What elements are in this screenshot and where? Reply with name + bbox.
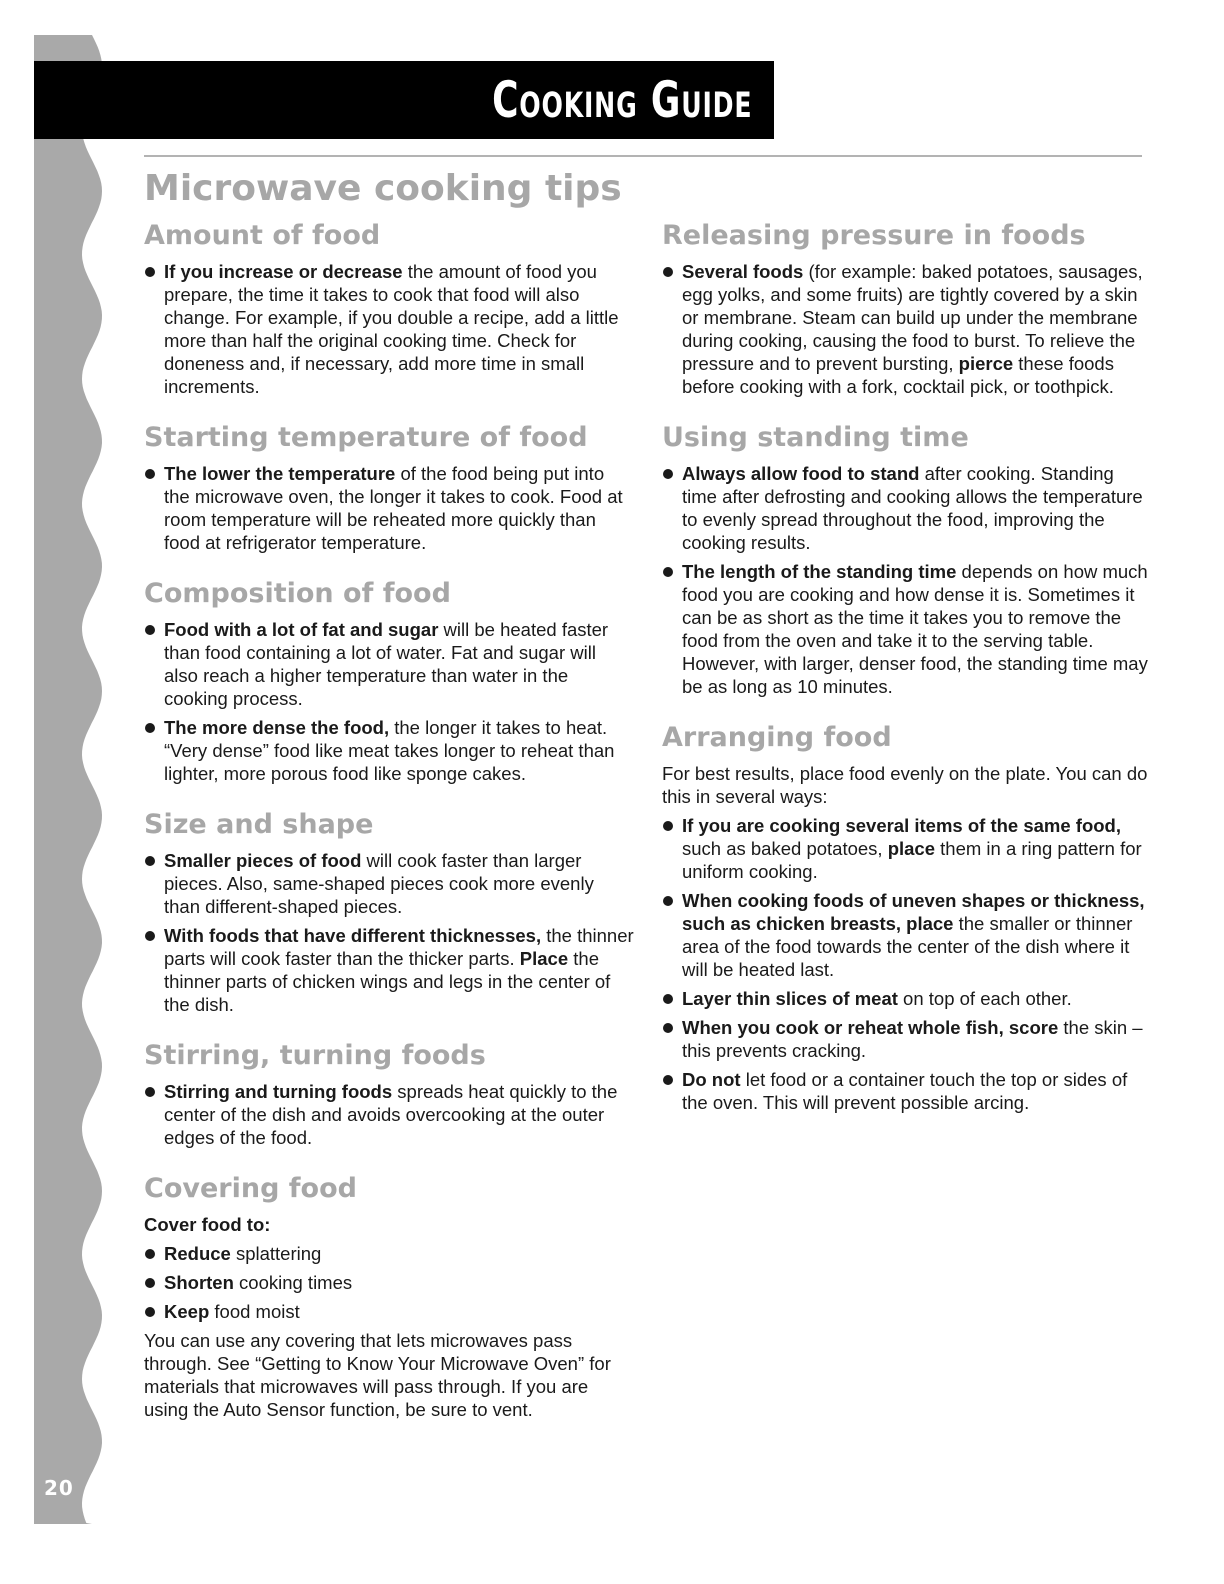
section-composition <box>144 576 634 785</box>
item-text: these foods before cooking with a fork, cocktail pick, or toothpick. <box>682 353 1114 397</box>
section-title: Cooking Guide <box>491 71 752 129</box>
item-text: will cook faster than larger pieces. Also, same-shaped pieces cook more evenly than different-shaped pieces. <box>164 850 594 917</box>
section-amount-of-food <box>144 218 634 398</box>
list-item <box>144 1271 634 1294</box>
bold-lead: Keep <box>164 1301 210 1322</box>
bold-inline: Place <box>519 948 569 969</box>
section-heading: Using standing time <box>662 422 969 453</box>
bold-lead: Smaller pieces of food <box>164 850 362 871</box>
list-item <box>662 1068 1148 1114</box>
item-text: on top of each other. <box>897 988 1072 1009</box>
bold-lead: When you cook or reheat whole fish, score <box>682 1017 1059 1038</box>
arranging-intro: For best results, place food evenly on the plate. You can do this in several ways: <box>662 763 1148 807</box>
side-strip <box>0 0 110 1584</box>
section-arranging-food <box>662 720 1148 1114</box>
bold-lead: Shorten <box>164 1272 234 1293</box>
bold-lead: Layer thin slices of meat <box>682 988 898 1009</box>
list-item <box>662 1016 1148 1062</box>
list-item <box>144 924 634 1016</box>
header-rule <box>144 155 1142 157</box>
section-heading: Amount of food <box>144 220 381 251</box>
list-item <box>662 814 1148 883</box>
bold-lead: Stirring and turning foods <box>164 1081 393 1102</box>
list-item <box>144 1080 634 1149</box>
item-text: spreads heat quickly to the center of the dish and avoids overcooking at the outer edges of the food. <box>164 1081 618 1148</box>
item-text: them in a ring pattern for uniform cooking. <box>682 838 1142 882</box>
section-heading: Covering food <box>144 1173 357 1204</box>
page-title: Microwave cooking tips <box>144 168 622 209</box>
right-column <box>662 218 1148 1120</box>
item-text: cooking times <box>233 1272 353 1293</box>
section-heading: Stirring, turning foods <box>144 1040 486 1071</box>
item-text: such as baked potatoes, <box>682 838 888 859</box>
bold-inline: place <box>887 838 936 859</box>
section-standing-time <box>662 420 1148 698</box>
bold-inline: pierce <box>958 353 1014 374</box>
section-heading: Arranging food <box>662 722 892 753</box>
bold-lead: If you increase or decrease <box>164 261 403 282</box>
section-heading: Composition of food <box>144 578 451 609</box>
item-text: food moist <box>209 1301 300 1322</box>
page-number: 20 <box>44 1476 74 1500</box>
bold-lead: With foods that have different thicknesses, <box>164 925 542 946</box>
list-item <box>144 260 634 398</box>
bold-lead: Several foods <box>682 261 804 282</box>
bold-lead: Do not <box>682 1069 741 1090</box>
item-text: depends on how much food you are cooking and how dense it is. Sometimes it can be as short as the time it takes you to remove the food from the oven and take it to the serving table. However, with larger, denser food, the standing time may be as long as 10 minutes. <box>682 561 1148 697</box>
bold-lead: The length of the standing time <box>682 561 957 582</box>
bold-lead: When cooking foods of uneven shapes or thickness, such as chicken breasts, place <box>682 890 1145 934</box>
list-item <box>144 849 634 918</box>
item-text: after cooking. Standing time after defrosting and cooking allows the temperature to evenly spread throughout the food, improving the cooking results. <box>682 463 1143 553</box>
section-heading: Size and shape <box>144 809 374 840</box>
list-item <box>144 618 634 710</box>
list-item <box>144 1300 634 1323</box>
item-text: the thinner parts will cook faster than the thicker parts. <box>164 925 634 969</box>
section-starting-temperature <box>144 420 634 554</box>
list-item <box>662 889 1148 981</box>
section-heading: Releasing pressure in foods <box>662 220 1086 251</box>
list-item <box>144 462 634 554</box>
bold-lead: Reduce <box>164 1243 231 1264</box>
section-stirring-turning <box>144 1038 634 1149</box>
list-item <box>662 462 1148 554</box>
item-text: the longer it takes to heat. “Very dense” food like meat takes longer to reheat than lighter, more porous food like sponge cakes. <box>164 717 615 784</box>
bold-lead: The lower the temperature <box>164 463 396 484</box>
list-item <box>662 260 1148 398</box>
bold-lead: If you are cooking several items of the same food, <box>682 815 1121 836</box>
item-text: will be heated faster than food containing a lot of water. Fat and sugar will also reach a higher temperature than water in the cooking process. <box>164 619 609 709</box>
item-text: (for example: baked potatoes, sausages, egg yolks, and some fruits) are tightly covered by a skin or membrane. Steam can build up under the membrane during cooking, causing the food to burst. To relieve the pressure and to prevent bursting, <box>682 261 1143 374</box>
item-text: the amount of food you prepare, the time it takes to cook that food will also change. For example, if you double a recipe, add a little more than half the original cooking time. Check for doneness and, if necessary, add more time in small increments. <box>164 261 619 397</box>
bold-lead: The more dense the food, <box>164 717 390 738</box>
bold-lead: Always allow food to stand <box>682 463 920 484</box>
list-item <box>144 1242 634 1265</box>
section-heading: Starting temperature of food <box>144 422 588 453</box>
item-text: of the food being put into the microwave oven, the longer it takes to cook. Food at room temperature will be reheated more quickly than food at refrigerator temperature. <box>164 463 623 553</box>
left-column <box>144 218 634 1427</box>
bold-lead: Food with a lot of fat and sugar <box>164 619 439 640</box>
list-item <box>144 716 634 785</box>
section-releasing-pressure <box>662 218 1148 398</box>
section-size-and-shape <box>144 807 634 1016</box>
item-text: let food or a container touch the top or sides of the oven. This will prevent possible arcing. <box>682 1069 1128 1113</box>
cover-lead: Cover food to: <box>144 1214 271 1235</box>
covering-paragraph: You can use any covering that lets microwaves pass through. See “Getting to Know Your Microwave Oven” for materials that microwaves will pass through. If you are using the Auto Sensor function, be sure to vent. <box>144 1330 611 1420</box>
list-item <box>662 560 1148 698</box>
section-covering-food <box>144 1171 634 1421</box>
item-text: the skin – this prevents cracking. <box>682 1017 1143 1061</box>
item-text: splattering <box>230 1243 322 1264</box>
item-text: the smaller or thinner area of the food towards the center of the dish where it will be heated last. <box>682 913 1133 980</box>
header-banner <box>34 61 774 139</box>
item-text: the thinner parts of chicken wings and legs in the center of the dish. <box>164 948 611 1015</box>
list-item <box>662 987 1148 1010</box>
